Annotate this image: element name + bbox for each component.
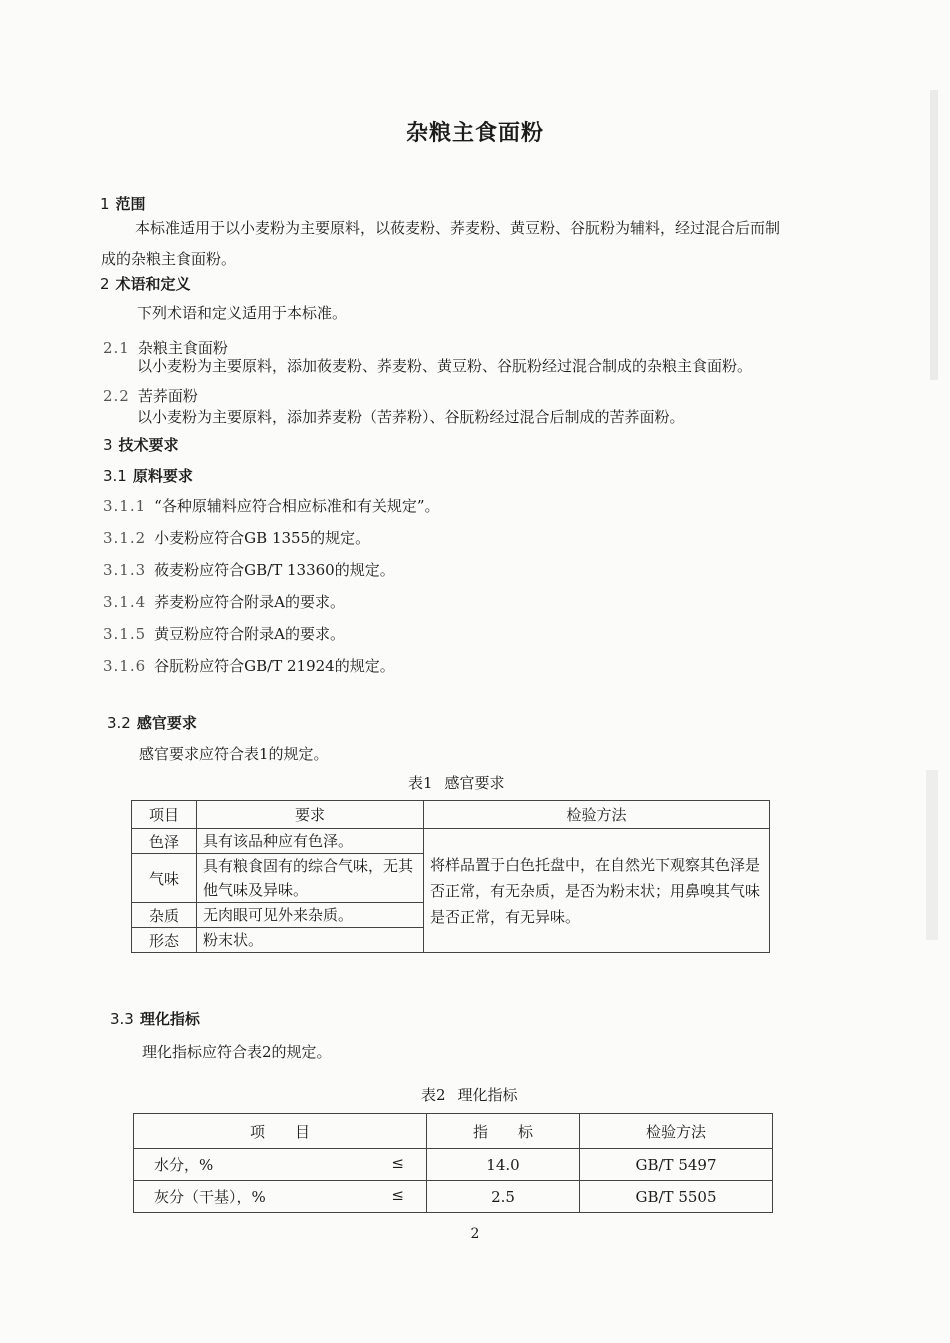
table-caption: 表1 感官要求	[408, 774, 505, 792]
section-heading-3-1: 3.1 原料要求	[103, 467, 193, 485]
definition-text: 以小麦粉为主要原料，添加莜麦粉、荞麦粉、黄豆粉、谷朊粉经过混合制成的杂粮主食面粉。	[137, 357, 753, 375]
table-header-row	[132, 801, 770, 829]
table-cell: 色泽	[132, 829, 197, 854]
page-number: 2	[470, 1226, 480, 1242]
list-item: 3.1.1 “各种原辅料应符合相应标准和有关规定”。	[103, 497, 440, 515]
paragraph: 理化指标应符合表2的规定。	[142, 1043, 332, 1061]
operator: ≤	[391, 1186, 404, 1204]
table-cell: 14.0	[427, 1149, 580, 1181]
scan-mark	[926, 770, 938, 940]
physicochemical-table	[133, 1113, 773, 1213]
table-cell: GB/T 5497	[580, 1149, 773, 1181]
definition-text: 以小麦粉为主要原料，添加荞麦粉（苦荞粉）、谷朊粉经过混合后制成的苦荞面粉。	[137, 408, 685, 426]
table-cell: 杂质	[132, 903, 197, 928]
paragraph: 下列术语和定义适用于本标准。	[137, 304, 348, 322]
list-item: 3.1.2 小麦粉应符合GB 1355的规定。	[103, 529, 371, 547]
table-cell-method: 将样品置于白色托盘中，在自然光下观察其色泽是否正常，有无杂质，是否为粉末状；用鼻嗅其气味是否正常，有无异味。	[424, 829, 770, 953]
document-title: 杂粮主食面粉	[405, 121, 544, 146]
column-header: 指 标	[427, 1114, 580, 1149]
section-heading-3: 3 技术要求	[103, 436, 179, 454]
table-row	[134, 1181, 773, 1213]
paragraph: 成的杂粮主食面粉。	[101, 250, 237, 268]
table-row	[132, 829, 770, 854]
table-cell	[134, 1149, 427, 1181]
section-heading-1: 1 范围	[100, 195, 146, 213]
column-header: 检验方法	[424, 801, 770, 829]
paragraph: 感官要求应符合表1的规定。	[139, 745, 329, 763]
list-item: 3.1.4 荞麦粉应符合附录A的要求。	[103, 593, 346, 611]
list-item: 3.1.6 谷朊粉应符合GB/T 21924的规定。	[103, 657, 395, 675]
operator: ≤	[391, 1154, 404, 1172]
list-item: 3.1.5 黄豆粉应符合附录A的要求。	[103, 625, 346, 643]
table-row	[134, 1149, 773, 1181]
item-label: 灰分（干基），%	[154, 1188, 266, 1206]
table-cell	[134, 1181, 427, 1213]
table-cell: 气味	[132, 854, 197, 903]
table-cell: 具有该品种应有色泽。	[197, 829, 424, 854]
table-header-row	[134, 1114, 773, 1149]
paragraph: 本标准适用于以小麦粉为主要原料，以莜麦粉、荞麦粉、黄豆粉、谷朊粉为辅料，经过混合后而制	[135, 219, 781, 237]
list-item: 3.1.3 莜麦粉应符合GB/T 13360的规定。	[103, 561, 395, 579]
table-cell: 具有粮食固有的综合气味，无其他气味及异味。	[197, 854, 424, 903]
table-cell: GB/T 5505	[580, 1181, 773, 1213]
column-header: 项目	[132, 801, 197, 829]
table-cell: 无肉眼可见外来杂质。	[197, 903, 424, 928]
sensory-table	[131, 800, 770, 953]
section-heading-3-3: 3.3 理化指标	[110, 1010, 200, 1028]
table-cell: 2.5	[427, 1181, 580, 1213]
table-cell: 粉末状。	[197, 928, 424, 953]
section-heading-2: 2 术语和定义	[100, 275, 191, 293]
table-cell: 形态	[132, 928, 197, 953]
item-label: 水分，%	[154, 1156, 214, 1174]
definition-term: 2.2 苦荞面粉	[103, 387, 198, 405]
column-header: 要求	[197, 801, 424, 829]
definition-term: 2.1 杂粮主食面粉	[103, 339, 228, 357]
table-caption: 表2 理化指标	[421, 1086, 518, 1104]
column-header: 检验方法	[580, 1114, 773, 1149]
column-header: 项 目	[134, 1114, 427, 1149]
section-heading-3-2: 3.2 感官要求	[107, 714, 197, 732]
